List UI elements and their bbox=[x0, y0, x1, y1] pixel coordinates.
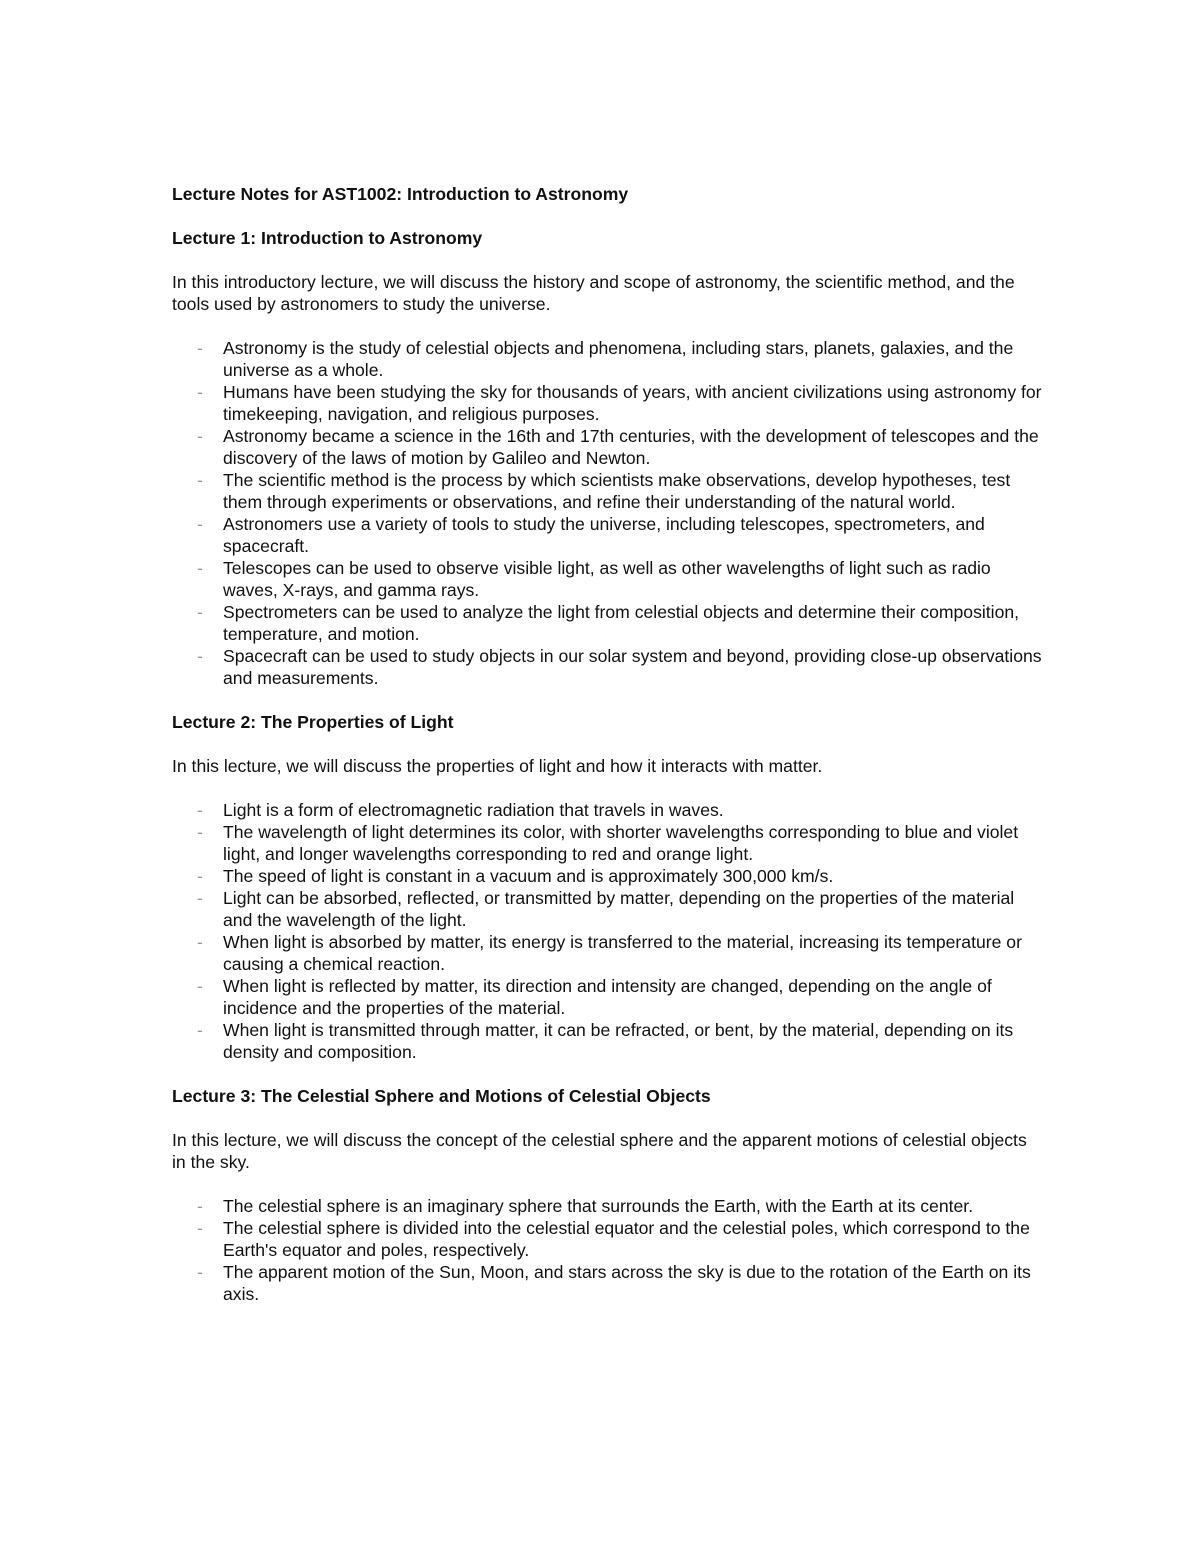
lecture-section-1 bbox=[172, 227, 1042, 689]
bullet-list bbox=[172, 337, 1042, 689]
bullet-dash-icon: - bbox=[197, 338, 203, 358]
bullet-item bbox=[172, 1261, 1042, 1305]
lectures-container bbox=[172, 227, 1042, 1305]
lecture-heading: Lecture 3: The Celestial Sphere and Motions of Celestial Objects bbox=[172, 1086, 711, 1106]
bullet-dash-icon: - bbox=[197, 866, 203, 886]
bullet-dash-icon: - bbox=[197, 1196, 203, 1216]
bullet-item bbox=[172, 1217, 1042, 1261]
document-title: Lecture Notes for AST1002: Introduction to Astronomy bbox=[172, 184, 629, 204]
bullet-item bbox=[172, 557, 1042, 601]
bullet-dash-icon: - bbox=[197, 822, 203, 842]
lecture-heading: Lecture 1: Introduction to Astronomy bbox=[172, 228, 483, 248]
bullet-item bbox=[172, 425, 1042, 469]
bullet-dash-icon: - bbox=[197, 646, 203, 666]
bullet-dash-icon: - bbox=[197, 602, 203, 622]
bullet-text: The celestial sphere is an imaginary sphere that surrounds the Earth, with the Earth at its center. bbox=[223, 1196, 974, 1216]
lecture-intro: In this introductory lecture, we will discuss the history and scope of astronomy, the scientific method, and the tools used by astronomers to study the universe. bbox=[172, 272, 1015, 314]
bullet-text: Humans have been studying the sky for thousands of years, with ancient civilizations using astronomy for timekeeping, navigation, and religious purposes. bbox=[223, 382, 1042, 424]
bullet-item bbox=[172, 931, 1042, 975]
lecture-intro: In this lecture, we will discuss the properties of light and how it interacts with matter. bbox=[172, 756, 823, 776]
bullet-text: When light is reflected by matter, its direction and intensity are changed, depending on the angle of incidence and the properties of the material. bbox=[223, 976, 992, 1018]
bullet-dash-icon: - bbox=[197, 1262, 203, 1282]
bullet-text: The wavelength of light determines its color, with shorter wavelengths corresponding to blue and violet light, and longer wavelengths corresponding to red and orange light. bbox=[223, 822, 1019, 864]
bullet-dash-icon: - bbox=[197, 382, 203, 402]
bullet-text: Astronomy is the study of celestial objects and phenomena, including stars, planets, galaxies, and the universe as a whole. bbox=[223, 338, 1014, 380]
bullet-text: Spectrometers can be used to analyze the light from celestial objects and determine their composition, temperature, and motion. bbox=[223, 602, 1020, 644]
bullet-dash-icon: - bbox=[197, 514, 203, 534]
bullet-item bbox=[172, 1195, 1042, 1217]
bullet-item bbox=[172, 601, 1042, 645]
lecture-section-3 bbox=[172, 1085, 1042, 1305]
bullet-text: The celestial sphere is divided into the celestial equator and the celestial poles, which correspond to the Earth's equator and poles, respectively. bbox=[223, 1218, 1030, 1260]
bullet-text: When light is transmitted through matter, it can be refracted, or bent, by the material, depending on its density and composition. bbox=[223, 1020, 1014, 1062]
bullet-text: The speed of light is constant in a vacuum and is approximately 300,000 km/s. bbox=[223, 866, 834, 886]
bullet-text: Light is a form of electromagnetic radiation that travels in waves. bbox=[223, 800, 724, 820]
bullet-dash-icon: - bbox=[197, 1020, 203, 1040]
bullet-item bbox=[172, 975, 1042, 1019]
bullet-dash-icon: - bbox=[197, 1218, 203, 1238]
bullet-text: The apparent motion of the Sun, Moon, and stars across the sky is due to the rotation of the Earth on its axis. bbox=[223, 1262, 1031, 1304]
bullet-text: Light can be absorbed, reflected, or transmitted by matter, depending on the properties of the material and the wavelength of the light. bbox=[223, 888, 1015, 930]
bullet-item bbox=[172, 865, 1042, 887]
bullet-dash-icon: - bbox=[197, 558, 203, 578]
bullet-item bbox=[172, 887, 1042, 931]
lecture-intro: In this lecture, we will discuss the concept of the celestial sphere and the apparent motions of celestial objects in the sky. bbox=[172, 1130, 1027, 1172]
bullet-item bbox=[172, 469, 1042, 513]
bullet-item bbox=[172, 821, 1042, 865]
bullet-dash-icon: - bbox=[197, 976, 203, 996]
bullet-text: Telescopes can be used to observe visible light, as well as other wavelengths of light such as radio waves, X-rays, and gamma rays. bbox=[223, 558, 991, 600]
bullet-item bbox=[172, 513, 1042, 557]
bullet-item bbox=[172, 645, 1042, 689]
bullet-dash-icon: - bbox=[197, 888, 203, 908]
bullet-list bbox=[172, 1195, 1042, 1305]
bullet-text: When light is absorbed by matter, its energy is transferred to the material, increasing its temperature or causing a chemical reaction. bbox=[223, 932, 1022, 974]
bullet-dash-icon: - bbox=[197, 800, 203, 820]
bullet-dash-icon: - bbox=[197, 932, 203, 952]
bullet-text: Astronomy became a science in the 16th and 17th centuries, with the development of telescopes and the discovery of the laws of motion by Galileo and Newton. bbox=[223, 426, 1039, 468]
lecture-section-2 bbox=[172, 711, 1042, 1063]
bullet-list bbox=[172, 799, 1042, 1063]
bullet-item bbox=[172, 799, 1042, 821]
bullet-text: Astronomers use a variety of tools to study the universe, including telescopes, spectrometers, and spacecraft. bbox=[223, 514, 985, 556]
bullet-text: Spacecraft can be used to study objects in our solar system and beyond, providing close-up observations and measurements. bbox=[223, 646, 1042, 688]
document-page bbox=[172, 183, 1042, 1305]
lecture-heading: Lecture 2: The Properties of Light bbox=[172, 712, 454, 732]
bullet-item bbox=[172, 337, 1042, 381]
bullet-item bbox=[172, 381, 1042, 425]
bullet-item bbox=[172, 1019, 1042, 1063]
bullet-dash-icon: - bbox=[197, 470, 203, 490]
bullet-dash-icon: - bbox=[197, 426, 203, 446]
bullet-text: The scientific method is the process by which scientists make observations, develop hypotheses, test them through experiments or observations, and refine their understanding of the natural world. bbox=[223, 470, 1011, 512]
